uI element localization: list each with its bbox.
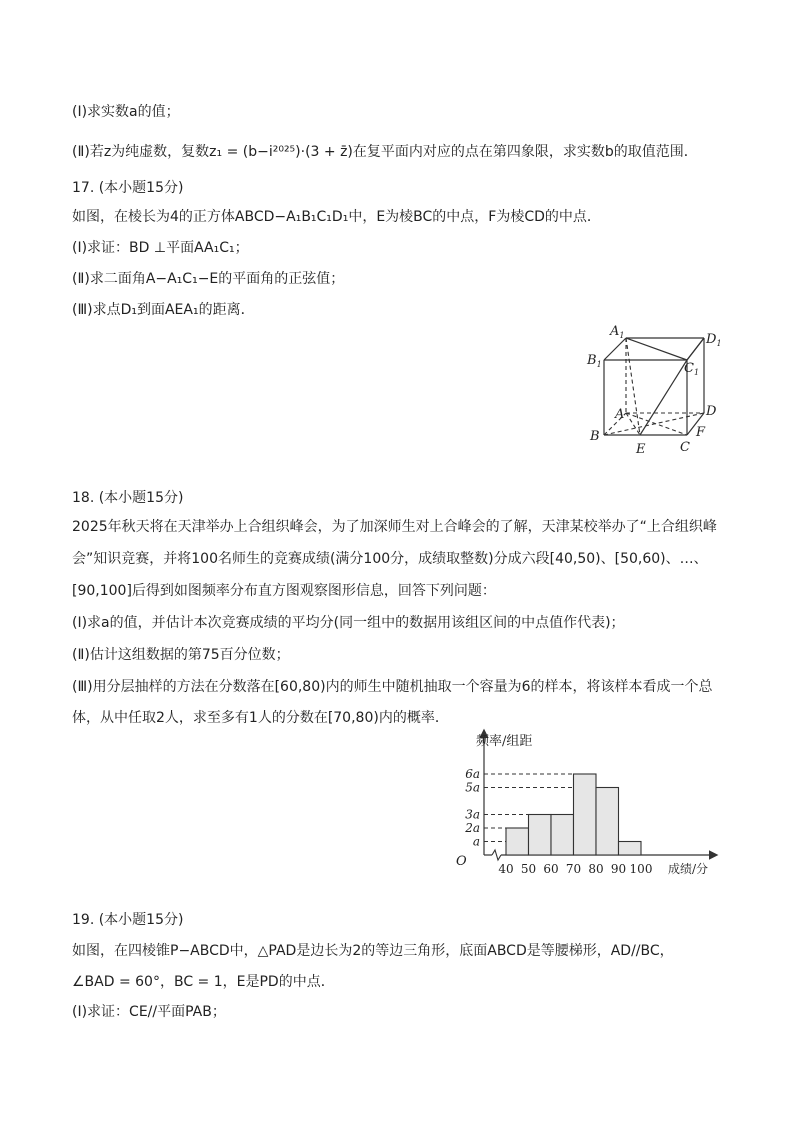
label-E: E bbox=[636, 442, 646, 457]
q18-stem-2: 会”知识竞赛，并将100名师生的竞赛成绩(满分100分，成绩取整数)分成六段[40,50)、[50,60)、…、 bbox=[72, 551, 708, 567]
q18-part1: (Ⅰ)求a的值，并估计本次竞赛成绩的平均分(同一组中的数据用该组区间的中点值作代表)； bbox=[72, 615, 625, 631]
origin-label: O bbox=[456, 854, 467, 869]
x-tick-60: 60 bbox=[543, 862, 559, 876]
q16-part1: (Ⅰ)求实数a的值； bbox=[72, 104, 180, 120]
q19-header: 19. (本小题15分) bbox=[72, 912, 184, 928]
q18-stem-3: [90,100]后得到如图频率分布直方图观察图形信息，回答下列问题： bbox=[72, 583, 496, 599]
y-tick-5a: 5a bbox=[465, 780, 480, 795]
q17-part2: (Ⅱ)求二面角A−A₁C₁−E的平面角的正弦值； bbox=[72, 271, 345, 287]
y-tick-3a: 3a bbox=[465, 807, 480, 822]
x-axis-label: 成绩/分 bbox=[668, 862, 709, 876]
q17-part3: (Ⅲ)求点D₁到面AEA₁的距离． bbox=[72, 302, 255, 318]
histogram-bar-[80,90) bbox=[596, 788, 619, 856]
label-C: C bbox=[680, 440, 690, 455]
y-axis-label: 频率/组距 bbox=[476, 734, 533, 749]
q19-stem-2: ∠BAD = 60°，BC = 1，E是PD的中点． bbox=[72, 974, 335, 990]
y-tick-a: a bbox=[472, 834, 480, 849]
x-tick-80: 80 bbox=[588, 862, 604, 876]
label-B: B bbox=[590, 429, 600, 444]
axis-break bbox=[492, 850, 501, 860]
q17-header: 17. (本小题15分) bbox=[72, 180, 184, 196]
q17-stem: 如图，在棱长为4的正方体ABCD−A₁B₁C₁D₁中，E为棱BC的中点，F为棱CD的中点． bbox=[72, 209, 601, 225]
q19-part1: (Ⅰ)求证：CE//平面PAB； bbox=[72, 1004, 226, 1020]
label-C1: $C_1$ bbox=[684, 361, 700, 377]
q18-part3-line1: (Ⅲ)用分层抽样的方法在分数落在[60,80)内的师生中随机抽取一个容量为6的样本，将该样本看成一个总 bbox=[72, 679, 713, 695]
label-A: A bbox=[615, 407, 625, 422]
q18-part3-line2: 体，从中任取2人，求至多有1人的分数在[70,80)内的概率． bbox=[72, 710, 449, 726]
y-tick-6a: 6a bbox=[465, 767, 480, 781]
label-F: F bbox=[696, 425, 706, 440]
q18-part2: (Ⅱ)估计这组数据的第75百分位数； bbox=[72, 647, 290, 663]
cube-figure bbox=[582, 320, 732, 460]
x-tick-70: 70 bbox=[565, 862, 582, 876]
label-B1: $B_1$ bbox=[587, 353, 602, 369]
label-D1: $D_1$ bbox=[706, 332, 722, 348]
histogram-bar-[90,100] bbox=[619, 842, 642, 856]
frequency-histogram bbox=[440, 725, 740, 885]
q16-part2: (Ⅱ)若z为纯虚数，复数z₁ = (b−i²⁰²⁵)·(3 + z̄)在复平面内对应的点在第四象限，求实数b的取值范围． bbox=[72, 144, 698, 160]
label-A1: $A_1$ bbox=[610, 324, 625, 340]
y-tick-2a: 2a bbox=[465, 821, 480, 835]
histogram-bar-[60,70) bbox=[551, 815, 574, 856]
label-D: D bbox=[706, 404, 717, 419]
x-tick-100: 100 bbox=[629, 862, 653, 876]
histogram-bar-[40,50) bbox=[506, 828, 529, 855]
histogram-bar-[70,80) bbox=[574, 774, 597, 855]
q19-stem-1: 如图，在四棱锥P−ABCD中，△PAD是边长为2的等边三角形，底面ABCD是等腰梯形，AD//BC， bbox=[72, 943, 674, 959]
x-tick-90: 90 bbox=[610, 862, 627, 876]
x-tick-40: 40 bbox=[498, 862, 514, 876]
q18-header: 18. (本小题15分) bbox=[72, 490, 184, 506]
q18-stem-1: 2025年秋天将在天津举办上合组织峰会，为了加深师生对上合峰会的了解，天津某校举办了“上合组织峰 bbox=[72, 519, 717, 535]
q17-part1: (Ⅰ)求证：BD ⊥平面AA₁C₁； bbox=[72, 240, 249, 256]
x-tick-50: 50 bbox=[520, 862, 537, 876]
histogram-bar-[50,60) bbox=[529, 815, 552, 856]
